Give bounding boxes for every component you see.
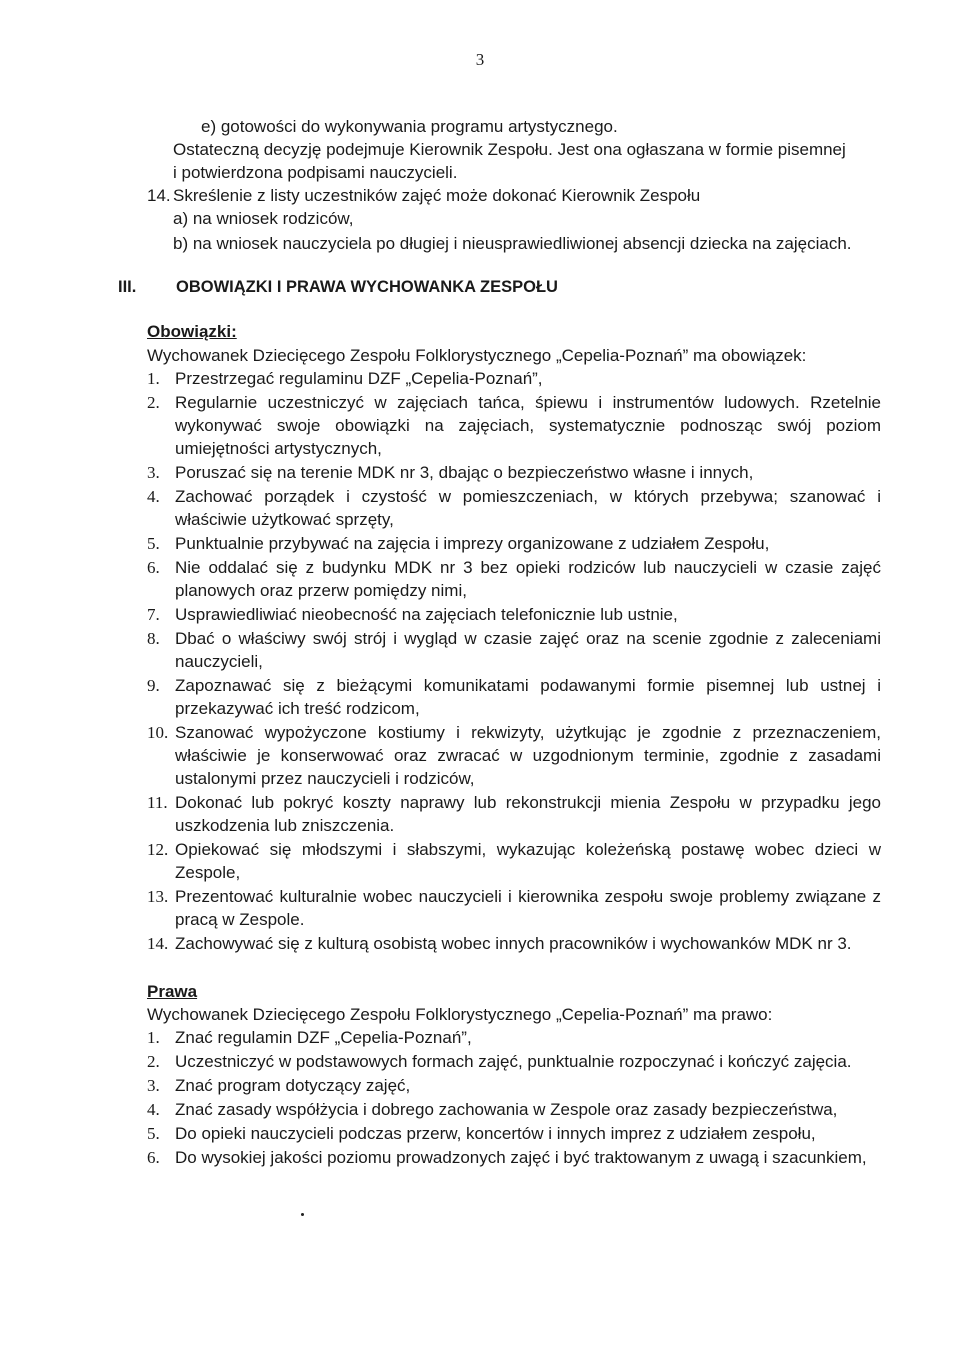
item14-a: a) na wniosek rodziców, — [173, 209, 354, 228]
list-item-text: Do opieki nauczycieli podczas przerw, koncertów i innych imprez z udziałem zespołu, — [175, 1124, 816, 1143]
list-item-text: Znać program dotyczący zajęć, — [175, 1076, 411, 1095]
list-item-number: 10. — [147, 723, 169, 742]
list-item-text: Dokonać lub pokryć koszty naprawy lub rekonstrukcji mienia Zespołu w przypadku jego uszkodzenia lub zniszczenia. — [175, 793, 881, 835]
list-item — [147, 367, 881, 390]
list-item — [147, 532, 881, 555]
list-item-text: Punktualnie przybywać na zajęcia i imprezy organizowane z udziałem Zespołu, — [175, 534, 770, 553]
line-final-1: Ostateczną decyzję podejmuje Kierownik Zespołu. Jest ona ogłaszana w formie pisemnej — [173, 140, 846, 159]
list-item-text: Poruszać się na terenie MDK nr 3, dbając o bezpieczeństwo własne i innych, — [175, 463, 754, 482]
prawa-label: Prawa — [147, 982, 198, 1001]
list-item — [147, 1074, 881, 1097]
list-item — [147, 1146, 881, 1169]
list-item-text: Usprawiedliwiać nieobecność na zajęciach telefonicznie lub ustnie, — [175, 605, 678, 624]
obowiazki-list — [147, 367, 881, 955]
list-item-text: Zachować porządek i czystość w pomieszczeniach, w których przebywa; szanować i właściwie użytkować sprzęty, — [175, 487, 881, 529]
list-item-number: 5. — [147, 534, 160, 553]
obowiazki-block — [147, 344, 881, 956]
list-item-text: Regularnie uczestniczyć w zajęciach tańca, śpiewu i instrumentów ludowych. Rzetelnie wykonywać swoje obowiązki na zajęciach, systematycznie podnosząc swój poziom umiejętności artystycznych, — [175, 393, 881, 458]
list-item-number: 2. — [147, 1052, 160, 1071]
list-item-text: Znać zasady współżycia i dobrego zachowania w Zespole oraz zasady bezpieczeństwa, — [175, 1100, 838, 1119]
list-item — [147, 1098, 881, 1121]
line-e: e) gotowości do wykonywania programu artystycznego. — [201, 117, 618, 136]
section-number: III. — [118, 278, 137, 296]
list-item-text: Prezentować kulturalnie wobec nauczycieli i kierownika zespołu swoje problemy związane z pracą w Zespole. — [175, 887, 881, 929]
speck-mark — [301, 1213, 304, 1216]
list-item — [147, 556, 881, 602]
list-item — [147, 1050, 881, 1073]
list-item — [147, 1026, 881, 1049]
item14-b: b) na wniosek nauczyciela po długiej i nieusprawiedliwionej absencji dziecka na zajęciach. — [173, 234, 852, 253]
list-item-number: 12. — [147, 840, 169, 859]
list-item-number: 8. — [147, 629, 160, 648]
list-item — [147, 461, 881, 484]
list-item-number: 5. — [147, 1124, 160, 1143]
list-item-text: Szanować wypożyczone kostiumy i rekwizyty, użytkując je zgodnie z przeznaczeniem, właściwie je konserwować oraz zwracać w uzgodnionym terminie, zgodnie z zasadami ustalonymi przez nauczycieli i rodziców, — [175, 723, 881, 788]
list-item-text: Uczestniczyć w podstawowych formach zajęć, punktualnie rozpoczynać i kończyć zajęcia. — [175, 1052, 852, 1071]
list-item — [147, 791, 881, 837]
list-item-number: 6. — [147, 558, 160, 577]
list-item — [147, 885, 881, 931]
list-item-number: 3. — [147, 1076, 160, 1095]
list-item-number: 1. — [147, 1028, 160, 1047]
page-number: 3 — [475, 50, 485, 69]
list-item-text: Zapoznawać się z bieżącymi komunikatami podawanymi formie pisemnej lub ustnej i przekazywać ich treść rodzicom, — [175, 676, 881, 718]
list-item — [147, 1122, 881, 1145]
obowiazki-label: Obowiązki: — [147, 322, 237, 341]
list-item-number: 3. — [147, 463, 160, 482]
list-item-number: 13. — [147, 887, 169, 906]
item14-number: 14. — [147, 186, 171, 205]
prawa-block — [147, 1003, 881, 1170]
list-item-text: Znać regulamin DZF „Cepelia-Poznań”, — [175, 1028, 472, 1047]
list-item-text: Zachowywać się z kulturą osobistą wobec innych pracowników i wychowanków MDK nr 3. — [175, 934, 852, 953]
list-item-text: Przestrzegać regulaminu DZF „Cepelia-Poznań”, — [175, 369, 543, 388]
list-item-number: 1. — [147, 369, 160, 388]
prawa-list — [147, 1026, 881, 1169]
list-item — [147, 932, 881, 955]
obowiazki-intro: Wychowanek Dziecięcego Zespołu Folklorystycznego „Cepelia-Poznań” ma obowiązek: — [147, 346, 807, 365]
list-item-number: 14. — [147, 934, 169, 953]
list-item — [147, 603, 881, 626]
list-item-number: 7. — [147, 605, 160, 624]
list-item-number: 11. — [147, 793, 168, 812]
item14-text: Skreślenie z listy uczestników zajęć może dokonać Kierownik Zespołu — [173, 186, 701, 205]
list-item-number: 4. — [147, 1100, 160, 1119]
list-item-text: Nie oddalać się z budynku MDK nr 3 bez opieki rodziców lub nauczycieli w czasie zajęć planowych oraz przerw pomiędzy nimi, — [175, 558, 881, 600]
list-item-number: 4. — [147, 487, 160, 506]
list-item-text: Do wysokiej jakości poziomu prowadzonych zajęć i być traktowanym z uwagą i szacunkiem, — [175, 1148, 867, 1167]
list-item — [147, 391, 881, 460]
list-item — [147, 485, 881, 531]
list-item-text: Dbać o właściwy swój strój i wygląd w czasie zajęć oraz na scenie zgodnie z zaleceniami nauczycieli, — [175, 629, 881, 671]
list-item-text: Opiekować się młodszymi i słabszymi, wykazując koleżeńską postawę wobec dzieci w Zespole, — [175, 840, 881, 882]
list-item — [147, 674, 881, 720]
list-item-number: 6. — [147, 1148, 160, 1167]
prawa-intro: Wychowanek Dziecięcego Zespołu Folklorystycznego „Cepelia-Poznań” ma prawo: — [147, 1005, 773, 1024]
list-item-number: 9. — [147, 676, 160, 695]
section-heading — [118, 278, 558, 297]
list-item — [147, 627, 881, 673]
line-final-2: i potwierdzona podpisami nauczycieli. — [173, 163, 458, 182]
list-item — [147, 838, 881, 884]
section-title: OBOWIĄZKI I PRAWA WYCHOWANKA ZESPOŁU — [176, 278, 558, 296]
list-item — [147, 721, 881, 790]
list-item-number: 2. — [147, 393, 160, 412]
